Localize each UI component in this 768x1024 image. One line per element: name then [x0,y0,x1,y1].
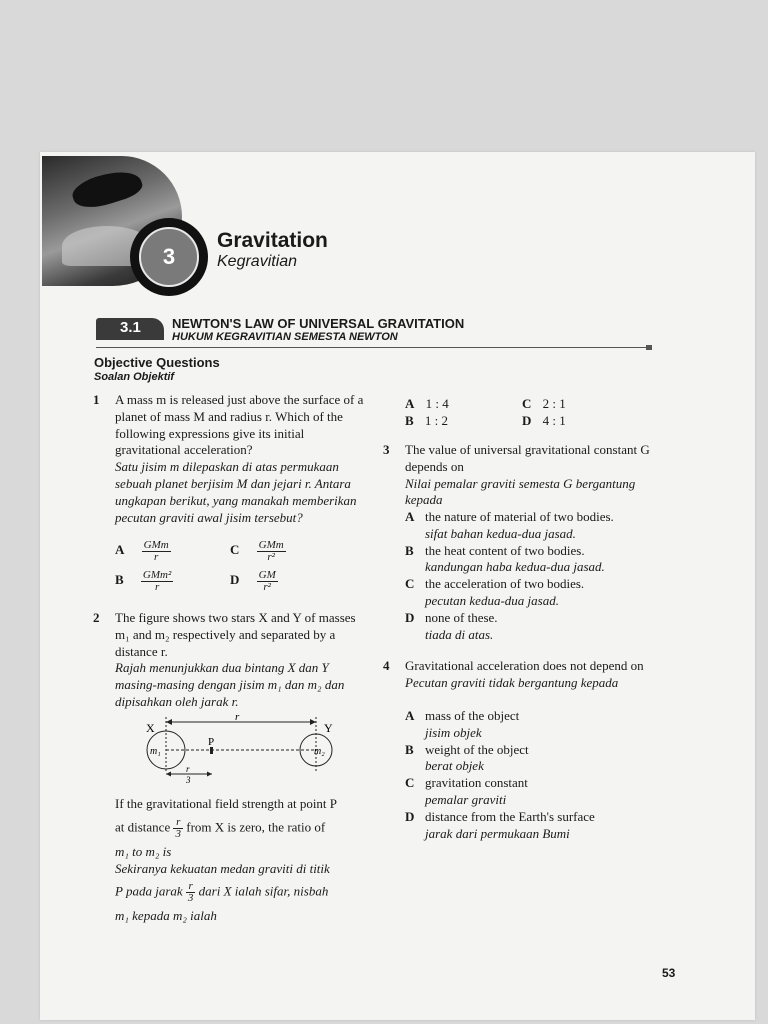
q2-line-2-post: from X is zero, the ratio of [186,819,326,835]
q4-option-b[interactable] [405,742,655,776]
objective-heading: Objective Questions [94,355,220,370]
objective-subheading: Soalan Objektif [94,371,175,383]
option-text: 4 : 1 [542,413,566,428]
question-text-ms: Satu jisim m dilepaskan di atas permukaan sebuah planet berjisim M dan jejari r. Antara ungkapan berikut, yang manakah memberikan pecutan graviti awal jisim tersebut? [115,459,357,525]
option-letter: B [405,741,414,757]
label-p: P [208,736,215,748]
question-number: 4 [383,658,390,673]
fraction-denominator: r [154,551,159,563]
option-letter: A [115,542,125,558]
fraction-numerator: r [186,881,196,893]
q2-ms-line-1: Sekiranya kekuatan medan graviti di titik [115,860,330,876]
q2-ms-line-2-post: dari X ialah sifar, nisbah [198,883,329,899]
question-number: 2 [93,610,100,625]
section-divider-end [646,345,652,350]
question-text-ms: Rajah menunjukkan dua bintang X dan Y masing-masing dengan jisim m₁ dan m₂ dan dipisahkan oleh jarak r. [115,660,345,709]
q1-option-d[interactable] [230,570,278,593]
option-letter: A [405,396,415,411]
q4-option-d[interactable] [405,809,655,843]
page-number: 53 [662,966,676,980]
q2-line-1: If the gravitational field strength at point P [115,796,338,811]
two-stars-figure [138,712,338,784]
fraction-numerator: GMm [143,539,169,551]
option-text-ms: tiada di atas. [425,626,494,642]
question-number: 3 [383,442,390,457]
option-text-en: mass of the object [425,708,520,723]
option-text: 1 : 2 [424,413,449,428]
option-text-en: distance from the Earth's surface [425,808,595,824]
fraction-denominator: r² [267,551,275,563]
question-text-ms: Nilai pemalar graviti semesta G bergantung kepada [405,475,636,508]
question-4 [383,658,655,692]
q3-options [405,509,655,643]
fraction-denominator: r [154,581,160,593]
q3-option-d[interactable] [405,610,655,644]
option-letter: C [522,396,532,411]
q2-option-d[interactable] [522,413,566,430]
q2-option-c[interactable] [522,396,566,413]
question-text-en: Gravitational acceleration does not depend on [405,658,644,673]
chapter-number: 3 [139,227,199,287]
option-letter: B [405,413,414,428]
question-3 [383,442,650,509]
label-x: X [146,721,155,735]
label-m2: m₂ [314,746,325,757]
option-text: 1 : 4 [425,396,449,411]
section-divider [96,347,652,348]
option-letter: C [230,542,240,558]
option-text-ms: sifat bahan kedua-dua jasad. [425,525,576,541]
fraction-denominator: r² [263,581,271,593]
q1-option-c[interactable] [230,540,286,563]
question-text-ms: Pecutan graviti tidak bergantung kepada [405,674,619,690]
q2-line-3: m₁ to m₂ is [115,843,172,859]
fraction-denominator: 3 [175,827,181,840]
option-text-ms: jisim objek [425,724,482,740]
option-text-en: the acceleration of two bodies. [425,576,585,592]
question-number: 1 [93,392,100,407]
label-m1: m₁ [150,746,161,757]
q3-option-c[interactable] [405,576,655,610]
question-text-en: The figure shows two stars X and Y of masses m₁ and m₂ respectively and separated by a distance r. [115,610,356,659]
option-text-ms: pecutan kedua-dua jasad. [425,592,559,608]
chapter-subtitle: Kegravitian [217,253,298,270]
option-text-ms: pemalar graviti [425,791,507,807]
option-text-en: weight of the object [425,741,529,757]
q1-option-a[interactable] [115,540,171,563]
q4-options [405,708,655,842]
option-text: 2 : 1 [542,396,566,411]
option-text-en: none of these. [425,609,498,625]
label-r: r [235,712,240,723]
option-letter: C [405,576,415,592]
option-text-ms: kandungan haba kedua-dua jasad. [425,559,605,575]
option-letter: D [405,808,415,824]
label-r3-den: 3 [186,775,191,784]
chapter-number-badge [130,218,208,296]
option-text-en: the heat content of two bodies. [425,542,585,558]
option-letter: D [230,572,240,588]
option-letter: B [405,542,414,558]
q2-option-b[interactable] [405,413,448,430]
q2-ms-line-3: m₁ kepada m₂ ialah [115,908,217,924]
label-r3-num: r [186,764,190,774]
option-letter: A [405,509,415,524]
fraction-numerator: r [173,817,183,829]
q1-option-b[interactable] [115,570,173,593]
option-text-en: gravitation constant [425,775,528,791]
fraction-denominator: 3 [187,892,194,905]
question-2-continued [115,796,375,925]
question-text-en: A mass m is released just above the surface of a planet of mass M and radius r. Which of the following expressions give its initial gravitational acceleration? [115,392,364,458]
option-letter: D [522,413,532,428]
q2-option-a[interactable] [405,396,449,413]
q4-option-c[interactable] [405,775,655,809]
skydiver-silhouette [69,164,145,214]
section-subtitle: HUKUM KEGRAVITIAN SEMESTA NEWTON [172,331,398,343]
question-text-en: The value of universal gravitational constant G depends on [405,442,650,474]
fraction-numerator: GM [258,569,276,581]
option-letter: A [405,708,415,723]
q2-line-2-pre: at distance [115,819,171,835]
q2-ms-line-2-pre: P pada jarak [115,883,183,899]
fraction-numerator: GMm [258,539,284,551]
label-y: Y [324,721,333,735]
section-title: NEWTON'S LAW OF UNIVERSAL GRAVITATION [172,316,465,331]
q3-option-b[interactable] [405,543,655,577]
option-text-ms: berat objek [425,758,484,774]
option-letter: D [405,609,415,625]
fraction-numerator: GMm² [142,569,172,581]
option-text-ms: jarak dari permukaan Bumi [425,825,570,841]
option-letter: B [115,572,124,588]
option-text-en: the nature of material of two bodies. [425,509,614,524]
q3-option-a[interactable] [405,509,655,543]
chapter-title: Gravitation [217,229,328,252]
option-letter: C [405,775,415,791]
question-1 [93,392,365,526]
question-2 [93,610,365,711]
section-number: 3.1 [120,319,141,336]
q4-option-a[interactable] [405,708,655,742]
